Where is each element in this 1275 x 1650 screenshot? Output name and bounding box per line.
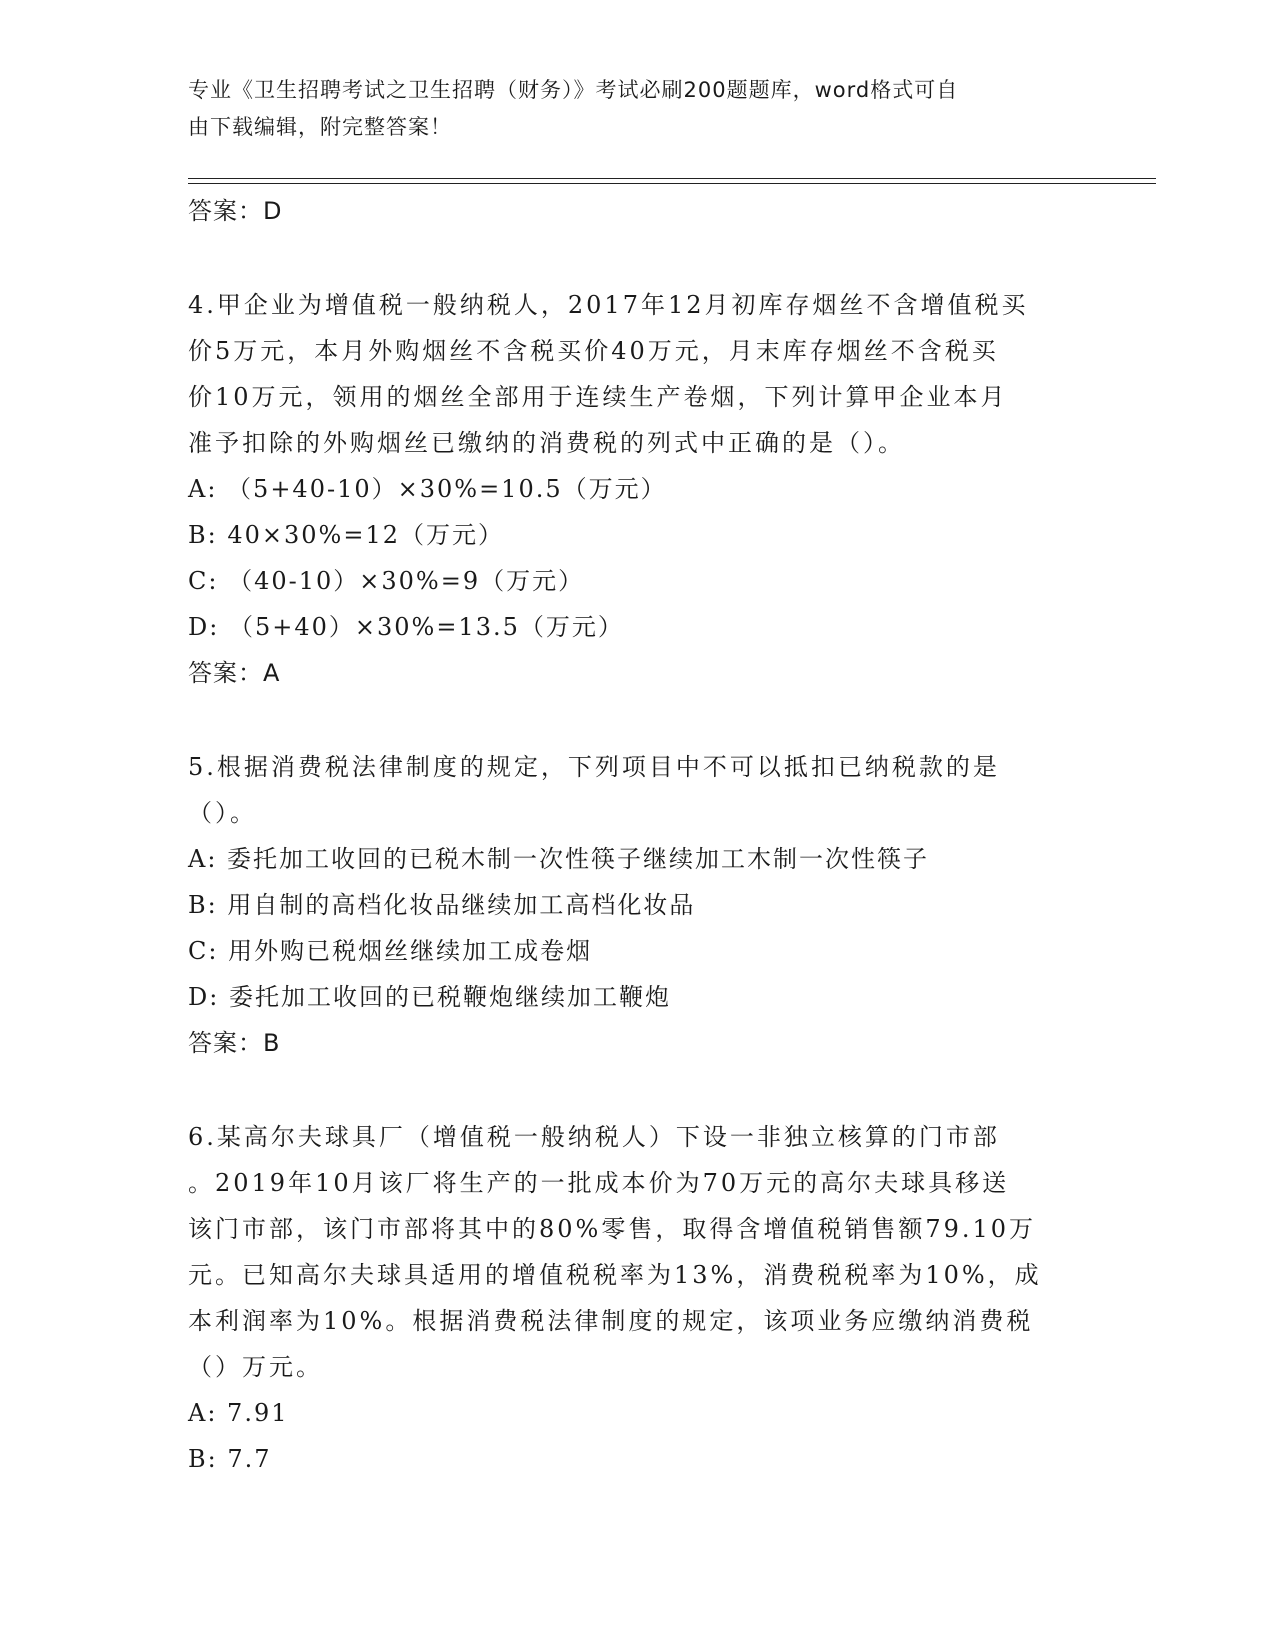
question-text-line: 6.某高尔夫球具厂（增值税一般纳税人）下设一非独立核算的门市部 (188, 1123, 1000, 1151)
answer-prev: 答案：D (188, 197, 283, 225)
question-6 (188, 1114, 1088, 1482)
option-c: C: 用外购已税烟丝继续加工成卷烟 (188, 937, 593, 965)
header-line-2: 由下载编辑，附完整答案！ (188, 115, 452, 139)
question-text-line: 元。已知高尔夫球具适用的增值税税率为13%，消费税税率为10%，成 (188, 1261, 1042, 1289)
question-text-line: 准予扣除的外购烟丝已缴纳的消费税的列式中正确的是（）。 (188, 429, 905, 457)
question-text-line: 价5万元，本月外购烟丝不含税买价40万元，月末库存烟丝不含税买 (188, 337, 999, 365)
answer-5: 答案：B (188, 1029, 281, 1057)
option-d: D: （5+40）×30%=13.5（万元） (188, 613, 624, 641)
header-divider-top (188, 178, 1156, 179)
option-b: B: 7.7 (188, 1445, 272, 1473)
option-a: A: 7.91 (188, 1399, 289, 1427)
question-text-line: （）万元。 (188, 1353, 323, 1381)
question-text-line: 。2019年10月该厂将生产的一批成本价为70万元的高尔夫球具移送 (188, 1169, 1010, 1197)
option-c: C: （40-10）×30%=9（万元） (188, 567, 585, 595)
header-divider-bottom (188, 183, 1156, 184)
question-text-line: 4.甲企业为增值税一般纳税人，2017年12月初库存烟丝不含增值税买 (188, 291, 1029, 319)
question-text-line: 5.根据消费税法律制度的规定，下列项目中不可以抵扣已纳税款的是 (188, 753, 1000, 781)
question-4 (188, 282, 1088, 696)
question-text-line: （）。 (188, 799, 257, 827)
header-line-1: 专业《卫生招聘考试之卫生招聘（财务）》考试必刷200题题库，word格式可自 (188, 78, 959, 102)
option-a: A: 委托加工收回的已税木制一次性筷子继续加工木制一次性筷子 (188, 845, 930, 873)
option-d: D: 委托加工收回的已税鞭炮继续加工鞭炮 (188, 983, 671, 1011)
question-text-line: 价10万元，领用的烟丝全部用于连续生产卷烟，下列计算甲企业本月 (188, 383, 1008, 411)
document-header (188, 72, 1068, 146)
option-b: B: 40×30%=12（万元） (188, 521, 504, 549)
question-text-line: 该门市部，该门市部将其中的80%零售，取得含增值税销售额79.10万 (188, 1215, 1037, 1243)
option-a: A: （5+40-10）×30%=10.5（万元） (188, 475, 667, 503)
option-b: B: 用自制的高档化妆品继续加工高档化妆品 (188, 891, 696, 919)
answer-4: 答案：A (188, 659, 281, 687)
question-text-line: 本利润率为10%。根据消费税法律制度的规定，该项业务应缴纳消费税 (188, 1307, 1034, 1335)
document-body (188, 188, 1088, 1482)
question-5 (188, 744, 1088, 1066)
